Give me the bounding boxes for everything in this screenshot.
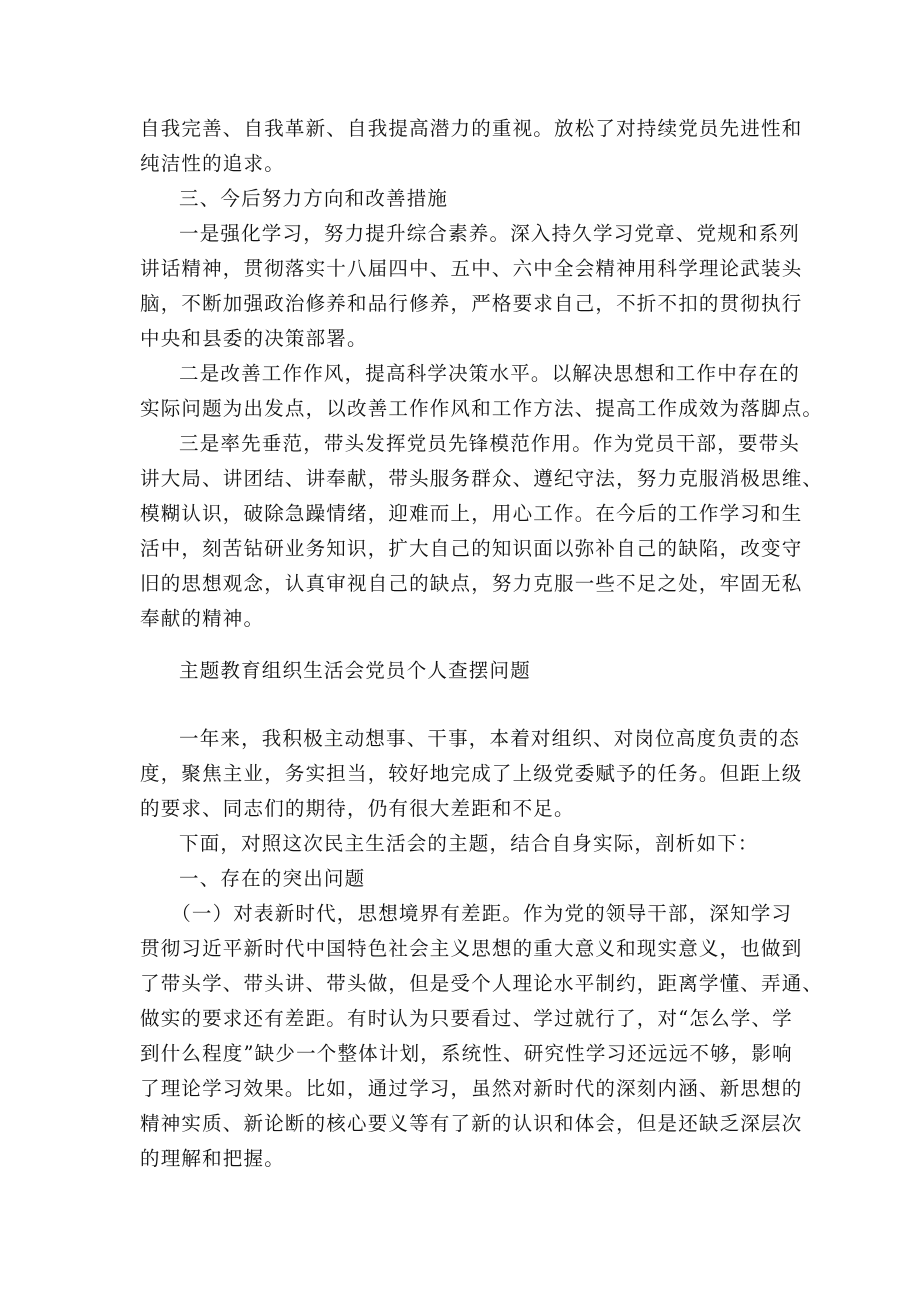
paragraph-improve-style [140, 356, 824, 426]
text-line: 讲大局、讲团结、讲奉献，带头服务群众、遵纪守法，努力克服消极思维、 [140, 467, 824, 490]
text-line: 纯洁性的追求。 [140, 152, 285, 175]
paragraph-lead-by-example [140, 426, 824, 636]
text-line: 三是率先垂范，带头发挥党员先锋模范作用。作为党员干部，要带头 [179, 432, 801, 455]
document-title-text: 主题教育组织生活会党员个人查摆问题 [179, 659, 531, 682]
text-line: 到什么程度”缺少一个整体计划，系统性、研究性学习还远远不够，影响 [140, 1042, 793, 1065]
text-line: 一年来，我积极主动想事、干事，本着对组织、对岗位高度负责的态 [179, 727, 801, 750]
text-line: 一是强化学习，努力提升综合素养。深入持久学习党章、党规和系列 [179, 222, 801, 245]
paragraph-strengthen-study [140, 216, 803, 356]
text-line: 度，聚焦主业，务实担当，较好地完成了上级党委赋予的任务。但距上级 [140, 762, 803, 785]
text-line: 脑，不断加强政治修养和品行修养，严格要求自己，不折不扣的贯彻执行 [140, 292, 803, 315]
text-line: 贯彻习近平新时代中国特色社会主义思想的重大意义和现实意义，也做到 [140, 937, 803, 960]
text-line: 做实的要求还有差距。有时认为只要看过、学过就行了，对“怎么学、学 [140, 1007, 793, 1030]
section-heading-1 [140, 861, 790, 896]
text-line: 的要求、同志们的期待，仍有很大差距和不足。 [140, 797, 575, 820]
paragraph-problem-1 [140, 896, 824, 1176]
text-line: 奉献的精神。 [140, 607, 265, 630]
text-line: 中央和县委的决策部署。 [140, 327, 368, 350]
paragraph-analysis-intro-text: 下面，对照这次民主生活会的主题，结合自身实际，剖析如下： [179, 832, 759, 855]
text-line: 讲话精神，贯彻落实十八届四中、五中、六中全会精神用科学理论武装头 [140, 257, 803, 280]
paragraph-continued [140, 111, 803, 181]
section-heading-1-text: 一、存在的突出问题 [179, 867, 366, 890]
text-line: 旧的思想观念，认真审视自己的缺点，努力克服一些不足之处，牢固无私 [140, 572, 803, 595]
section-heading-3 [140, 181, 790, 216]
section-heading-3-text: 三、今后努力方向和改善措施 [179, 187, 449, 210]
paragraph-intro [140, 721, 803, 826]
text-line: 的理解和把握。 [140, 1147, 285, 1170]
document-title [140, 653, 790, 688]
text-line: （一）对表新时代，思想境界有差距。作为党的领导干部，深知学习 [171, 902, 793, 925]
text-line: 自我完善、自我革新、自我提高潜力的重视。放松了对持续党员先进性和 [140, 117, 803, 140]
text-line: 模糊认识，破除急躁情绪，迎难而上，用心工作。在今后的工作学习和生 [140, 502, 803, 525]
text-line: 活中，刻苦钻研业务知识，扩大自己的知识面以弥补自己的缺陷，改变守 [140, 537, 803, 560]
text-line: 二是改善工作作风，提高科学决策水平。以解决思想和工作中存在的 [179, 362, 801, 385]
paragraph-analysis-intro [140, 826, 790, 861]
text-line: 了带头学、带头讲、带头做，但是受个人理论水平制约，距离学懂、弄通、 [140, 972, 824, 995]
text-line: 实际问题为出发点，以改善工作作风和工作方法、提高工作成效为落脚点。 [140, 397, 824, 420]
text-line: 精神实质、新论断的核心要义等有了新的认识和体会，但是还缺乏深层次 [140, 1112, 803, 1135]
text-line: 了理论学习效果。比如，通过学习，虽然对新时代的深刻内涵、新思想的 [140, 1077, 803, 1100]
